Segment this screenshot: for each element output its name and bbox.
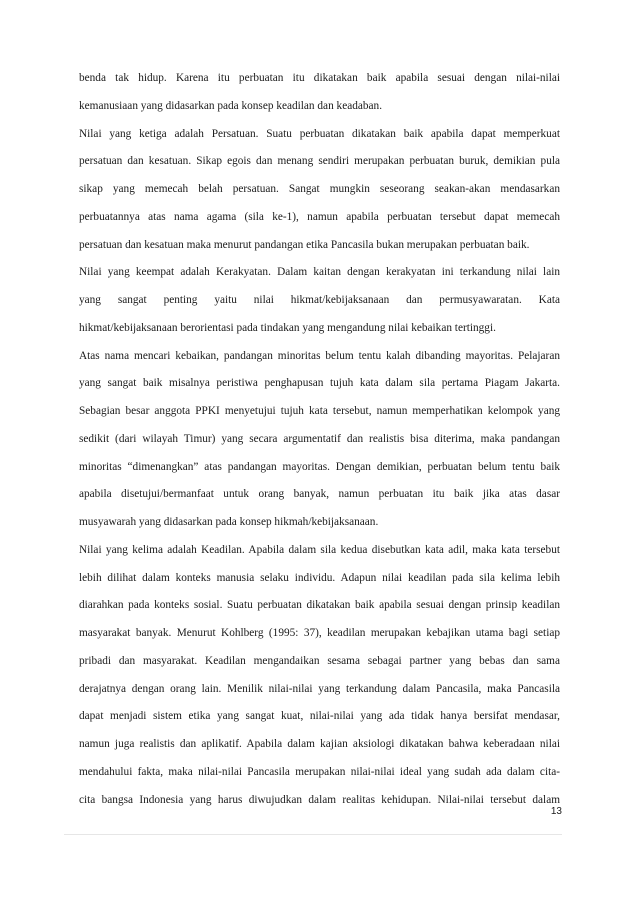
- text-line: yang sangat penting yaitu nilai hikmat/kebijaksanaan dan permusyawaratan. Kata: [79, 294, 560, 306]
- text-line: hikmat/kebijaksanaan berorientasi pada tindakan yang mengandung nilai kebaikan tertinggi.: [79, 321, 496, 334]
- text-line: minoritas “dimenangkan” atas pandangan mayoritas. Dengan demikian, perbuatan belum tentu baik: [79, 460, 560, 473]
- text-line: musyawarah yang didasarkan pada konsep hikmah/kebijaksanaan.: [79, 516, 379, 528]
- text-line: apabila disetujui/bermanfaat untuk orang banyak, namun perbuatan itu baik jika atas dasar: [79, 488, 560, 501]
- text-line: Nilai yang kelima adalah Keadilan. Apabila dalam sila kedua disebutkan kata adil, maka kata tersebut: [79, 543, 560, 556]
- text-line: kemanusiaan yang didasarkan pada konsep keadilan dan keadaban.: [79, 99, 383, 112]
- text-line: derajatnya dengan orang lain. Menilik nilai-nilai yang terkandung dalam Pancasila, maka Pancasila: [79, 682, 560, 695]
- text-line: persatuan dan kesatuan maka menurut pandangan etika Pancasila bukan merupakan perbuatan baik.: [79, 238, 530, 251]
- text-line: yang sangat baik misalnya peristiwa penghapusan tujuh kata dalam sila pertama Piagam Jakarta.: [79, 377, 560, 390]
- text-line: Sebagian besar anggota PPKI menyetujui tujuh kata tersebut, namun memperhatikan kelompok yang: [79, 405, 560, 417]
- text-line: benda tak hidup. Karena itu perbuatan itu dikatakan baik apabila sesuai dengan nilai-nilai: [79, 72, 560, 84]
- text-line: persatuan dan kesatuan. Sikap egois dan menang sendiri merupakan perbuatan buruk, demikian pula: [79, 155, 560, 168]
- text-line: cita bangsa Indonesia yang harus diwujudkan dalam realitas kehidupan. Nilai-nilai tersebut dalam: [79, 793, 560, 806]
- text-line: perbuatannya atas nama agama (sila ke-1), namun apabila perbuatan tersebut dapat memecah: [79, 210, 560, 223]
- text-line: dapat menjadi sistem etika yang sangat kuat, nilai-nilai yang ada tidak hanya bersifat mendasar,: [79, 710, 560, 723]
- footer-divider: [64, 834, 562, 835]
- page-number: 13: [550, 806, 562, 817]
- text-line: Nilai yang keempat adalah Kerakyatan. Dalam kaitan dengan kerakyatan ini terkandung nilai lain: [79, 266, 560, 279]
- text-line: lebih dilihat dalam konteks manusia selaku individu. Adapun nilai keadilan pada sila kelima lebih: [79, 571, 560, 584]
- text-line: pribadi dan masyarakat. Keadilan mengandaikan sesama sebagai partner yang bebas dan sama: [79, 654, 560, 667]
- text-line: mendahului fakta, maka nilai-nilai Pancasila merupakan nilai-nilai ideal yang sudah ada dalam cita-: [79, 765, 560, 778]
- text-line: Nilai yang ketiga adalah Persatuan. Suatu perbuatan dikatakan baik apabila dapat memperkuat: [79, 127, 560, 140]
- text-line: sikap yang memecah belah persatuan. Sangat mungkin seseorang seakan-akan mendasarkan: [79, 183, 560, 195]
- text-line: Atas nama mencari kebaikan, pandangan minoritas belum tentu kalah dibanding mayoritas. Pelajaran: [79, 349, 560, 362]
- text-line: diarahkan pada konteks sosial. Suatu perbuatan dikatakan baik apabila sesuai dengan prinsip keadilan: [79, 599, 560, 612]
- text-line: masyarakat banyak. Menurut Kohlberg (1995: 37), keadilan merupakan kebajikan utama bagi setiap: [79, 627, 560, 639]
- text-line: sedikit (dari wilayah Timur) yang secara argumentatif dan realistis bisa diterima, maka pandangan: [79, 432, 560, 445]
- text-line: namun juga realistis dan aplikatif. Apabila dalam kajian aksiologi dikatakan bahwa keberadaan nilai: [79, 738, 560, 750]
